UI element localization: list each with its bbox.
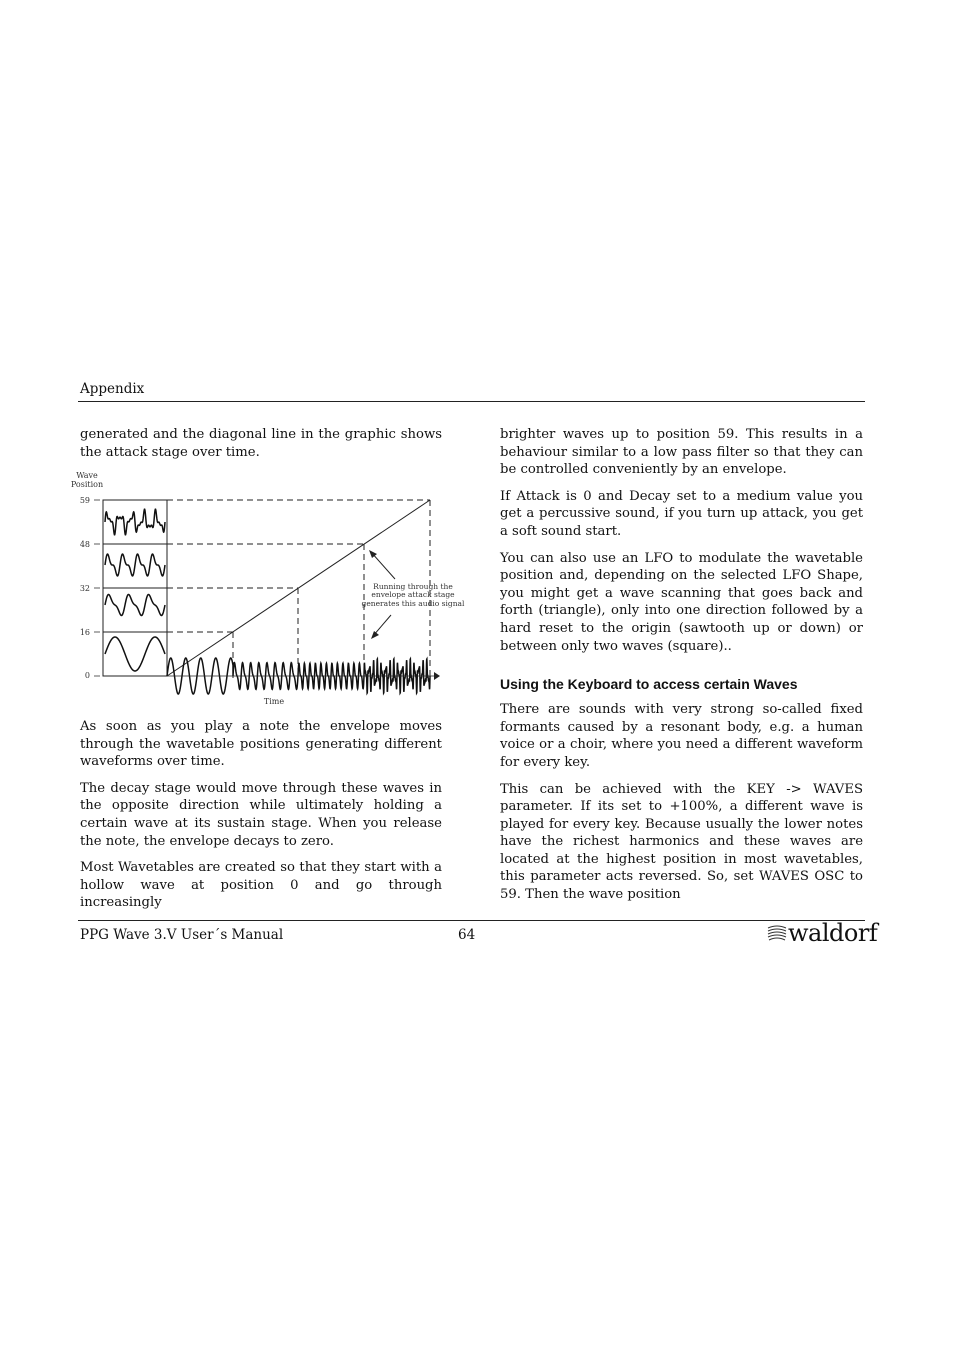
annotation-line: envelope attack stage xyxy=(371,590,455,599)
x-axis-label: Time xyxy=(263,697,285,706)
waveform-position-59 xyxy=(105,509,165,535)
waveform-position-32 xyxy=(105,594,165,615)
annotation-line: generates this audio signal xyxy=(361,599,465,608)
paragraph: generated and the diagonal line in the graphic shows the attack stage over time. xyxy=(80,427,442,460)
waldorf-logo xyxy=(766,919,877,947)
y-tick-label: 0 xyxy=(84,671,90,680)
annotation-arrow-up xyxy=(371,552,395,579)
time-axis-arrowhead xyxy=(434,672,440,680)
paragraph: brighter waves up to position 59. This results in a behaviour similar to a low pass filter so that they can be controlled conveniently by an envelope. xyxy=(500,427,863,478)
waveform-position-16 xyxy=(105,637,165,671)
y-tick-label: 59 xyxy=(79,496,90,505)
y-tick-label: 32 xyxy=(79,584,90,593)
left-column-continued xyxy=(80,718,442,921)
paragraph: There are sounds with very strong so-called fixed formants caused by a resonant body, e.g. a human voice or a choir, where you need a different waveform for every key. xyxy=(500,702,863,770)
y-tick-label: 16 xyxy=(79,628,90,637)
section-heading: Using the Keyboard to access certain Waves xyxy=(500,676,798,693)
right-column xyxy=(500,426,863,913)
paragraph: You can also use an LFO to modulate the wavetable position and, depending on the selected LFO Shape, you might get a wave scanning that goes back and forth (triangle), only into one direction followed by a hard reset to the origin (sawtooth up or down) or between only two waves (square).. xyxy=(500,550,863,654)
waldorf-swirl-icon xyxy=(766,922,788,944)
manual-title: PPG Wave 3.V User´s Manual xyxy=(80,927,284,943)
left-column xyxy=(80,426,442,470)
y-axis-label-line1: Wave xyxy=(76,471,98,480)
waveform-position-48 xyxy=(105,554,165,576)
header-rule xyxy=(78,401,865,402)
footer-rule xyxy=(78,920,865,921)
annotation-line: Running through the xyxy=(373,582,453,591)
annotation-arrowhead-down xyxy=(371,631,379,639)
paragraph: As soon as you play a note the envelope moves through the wavetable positions generating different waveforms over time. xyxy=(80,719,442,770)
y-axis-label-line2: Position xyxy=(70,480,104,489)
paragraph: The decay stage would move through these waves in the opposite direction while ultimately holding a certain wave at its sustain stage. When you release the note, the envelope decays to zero. xyxy=(80,780,442,849)
paragraph: This can be achieved with the KEY -> WAVES parameter. If its set to +100%, a different wave is played for every key. Because usually the lower notes have the richest harmonics and these waves are located at the highest position in most wavetables, this parameter acts reversed. So, set WAVES OSC to 59. Then the wave position xyxy=(500,781,863,903)
paragraph: If Attack is 0 and Decay set to a medium value you get a percussive sound, if you turn up attack, you get a soft sound start. xyxy=(500,488,863,539)
page-number: 64 xyxy=(458,927,476,943)
running-header: Appendix xyxy=(80,381,145,397)
logo-wordmark: waldorf xyxy=(788,919,878,947)
paragraph: Most Wavetables are created so that they start with a hollow wave at position 0 and go through increasingly xyxy=(80,860,442,911)
wavetable-envelope-figure xyxy=(68,466,468,712)
y-tick-label: 48 xyxy=(79,540,90,549)
